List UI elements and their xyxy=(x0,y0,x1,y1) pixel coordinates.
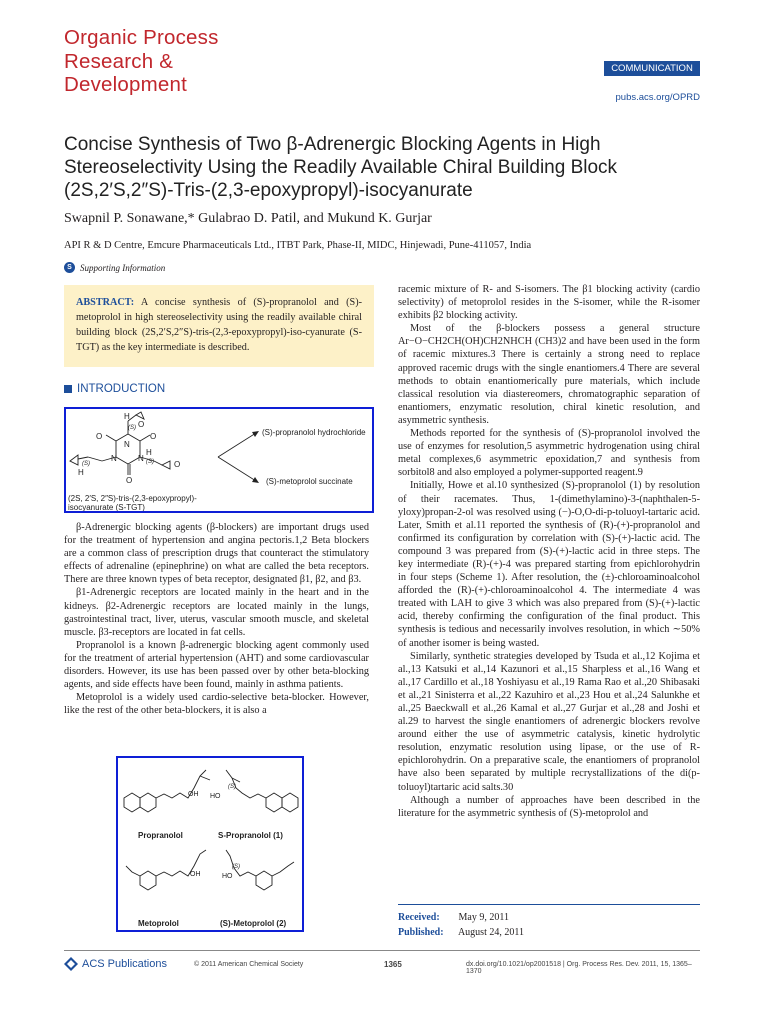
stgt-caption-line2: isocyanurate (S-TGT) xyxy=(68,503,145,511)
journal-name-line1: Organic Process xyxy=(64,26,219,49)
paragraph: Most of the β-blockers possess a general structure Ar−O−CH2CH(OH)CH2NHCH (CH3)2 and have been used in the form of racemic mixtures.3 There is certainly a strong need to replace approved racemic drugs with the single enantiomers.4 There are several methods to obtain enantiomerically pure materials, which include classical resolution via diastereomers, chromatographic separation of enantiomers, enzymatic resolution, chiral kinetic resolution, and asymmetric synthesis. xyxy=(398,323,700,426)
stereo-label: (S) xyxy=(228,784,236,790)
atom-o-left: O xyxy=(96,432,103,441)
published-value: August 24, 2011 xyxy=(457,927,524,938)
atom-o-bottom: O xyxy=(126,476,133,485)
acs-logo-icon xyxy=(64,957,78,971)
oh-label: OH xyxy=(190,871,201,878)
abstract-label: ABSTRACT: xyxy=(76,297,135,308)
section-heading-label: INTRODUCTION xyxy=(77,383,166,395)
abstract-box xyxy=(64,285,374,367)
received-label: Received: xyxy=(398,912,440,923)
product-propranolol-label: (S)-propranolol hydrochloride xyxy=(262,428,366,437)
atom-h-right: H xyxy=(146,448,152,457)
stgt-caption-line1: (2S, 2′S, 2″S)-tris-(2,3-epoxypropyl)- xyxy=(68,494,197,503)
atom-n-right: N xyxy=(138,454,144,463)
article-dates xyxy=(398,904,700,940)
supporting-info-link[interactable] xyxy=(64,262,165,273)
paragraph: Although a number of approaches have been described in the literature for the asymmetric synthesis of (S)-metoprolol and xyxy=(398,794,700,819)
paragraph: Similarly, synthetic strategies developed by Tsuda et al.,12 Kojima et al.,13 Katsuki et al.,14 Kazunori et al.,15 Sharpless et al.,16 Wang et al.,17 Cardillo et al.,18 Yoshiyasu et al.,19 Rama Rao et al.,20 Shibasaki et al.,21 Sinisterra et al.,22 Kazuhiro et al.,23 Hou et al.,24 Salunkhe et al.,25 Baeckwall et al.,26 Kamal et al.,27 Gurjar et al.,28 and Joshi et al.29 to harvest the single enantiomers of adrenergic blockers revolve around either the use of asymmetric catalysis, kinetic hydrolytic resolution, enzymatic resolution using lipase, or the use of R-epichlorohydrin. On a preparative scale, the enantiomers of propranolol have also been separated by multiple recrystallizations of the di(p-toluoyl)tartaric acid salts.30 xyxy=(398,650,700,793)
atom-o-right: O xyxy=(150,432,157,441)
s-propranolol-label: S-Propranolol (1) xyxy=(218,831,283,840)
atom-h-top: H xyxy=(124,412,130,421)
published-label: Published: xyxy=(398,927,444,938)
abstract-text: A concise synthesis of (S)-propranolol and (S)-metoprolol in high stereoselectivity using the readily available chiral building block (2S,2′S,2″S)-tris-(2,3-epoxypropyl)-iso-cyanurate (S-TGT) as the key intermediate is described. xyxy=(76,297,362,353)
published-date-row xyxy=(398,925,700,940)
journal-name xyxy=(64,26,304,97)
page-number: 1365 xyxy=(384,960,402,969)
right-column-text xyxy=(398,283,700,820)
paragraph: Initially, Howe et al.10 synthesized (S)-propranolol (1) by resolution of their racemates. Thus, 1-(dimethylamino)-3-(naphthalen-5-yloxy)propan-2-ol was resolved using (−)-O,O-di-p-toluoyl-tartaric acid. Later, Smith et al.11 reported the synthesis of (R)-(+)-propranolol and confirmed its configuration by correlation with (S)-(+)-lactic acid. The compound 3 was prepared from (S)-(+)-lactic acid in three steps. The key intermediate (R)-(+)-4 was prepared starting from epichlorohydrin in four steps (Scheme 1). After resolution, the (±)-chloroaminoalcohol afforded the (R)-(+)-chloroaminoalcohol 4. The intermediate 4 was treated with LAH to give 3 which was also prepared from (S)-(+)-lactic acid, thereby confirming the configuration of the final product. This synthesis is tedious and necessarily involves resolution, in which ∼50% of another isomer is being wasted. xyxy=(398,480,700,649)
supporting-info-icon: S xyxy=(64,262,75,273)
paragraph: β-Adrenergic blocking agents (β-blockers) are important drugs used for the treatment of hypertension and angina pectoris.1,2 Beta blockers are a common class of prescription drugs that counteract the stimulatory effects of adrenaline (epinephrine) on what are called the beta receptors. There are three known types of beta receptor, designated β1, β2, and β3. xyxy=(64,522,369,586)
journal-name-line3: Development xyxy=(64,73,187,96)
beta-blocker-drawings xyxy=(118,758,302,930)
author-list: Swapnil P. Sonawane,* Gulabrao D. Patil, and Mukund K. Gurjar xyxy=(64,211,432,226)
paragraph: Metoprolol is a widely used cardio-selective beta-blocker. However, like the rest of the other beta-blockers, it is also a xyxy=(64,692,369,717)
paragraph: β1-Adrenergic receptors are located mainly in the heart and in the kidneys. β2-Adrenergic receptors are located mainly in the lungs, gastrointestinal tract, liver, uterus, vascular smooth muscle, and skeletal muscle. β3-receptors are located in fat cells. xyxy=(64,587,369,638)
acs-publications-logo xyxy=(64,957,167,971)
paragraph: Propranolol is a known β-adrenergic blocking agent commonly used for the treatment of arterial hypertension (AHT) and some cardiovascular disorders. However, its use has been passed over by other beta-blocking agents, and side effects have been found, mainly in asthma patients. xyxy=(64,639,369,691)
ho-label: HO xyxy=(210,793,221,800)
s-metoprolol-label: (S)-Metoprolol (2) xyxy=(220,919,287,928)
metoprolol-label: Metoprolol xyxy=(138,919,179,928)
paragraph: Methods reported for the synthesis of (S)-propranolol involved the use of enzymes for resolution,5 asymmetric hydrogenation using chiral metal complexes,6 asymmetric epoxidation,7 and synthesis from sorbitol8 and also employed a polymer-supported reagent.9 xyxy=(398,428,700,479)
journal-url-link[interactable]: pubs.acs.org/OPRD xyxy=(615,92,700,103)
stereo-label: (S) xyxy=(232,864,240,870)
oh-label: OH xyxy=(188,791,199,798)
received-date-row xyxy=(398,910,700,925)
affiliation: API R & D Centre, Emcure Pharmaceuticals Ltd., ITBT Park, Phase-II, MIDC, Hinjewadi, Pune-411057, India xyxy=(64,240,532,251)
ho-label: HO xyxy=(222,873,233,880)
doi-citation-link[interactable]: dx.doi.org/10.1021/op2001518 | Org. Process Res. Dev. 2011, 15, 1365–1370 xyxy=(466,961,692,975)
paragraph: racemic mixture of R- and S-isomers. The β1 blocking activity (cardio selectivity) of metoprolol resides in the S-isomer, while the R-isomer exhibits β2 blocking activity. xyxy=(398,284,700,322)
section-heading-introduction xyxy=(64,383,165,395)
atom-h-left: H xyxy=(78,468,84,477)
stereo-label-right: (S) xyxy=(146,459,154,465)
atom-n-top: N xyxy=(124,440,130,449)
atom-o-top: O xyxy=(138,420,145,429)
propranolol-label: Propranolol xyxy=(138,831,183,840)
received-value: May 9, 2011 xyxy=(458,912,509,923)
journal-name-line2: Research & xyxy=(64,49,174,73)
stereo-label-left: (S) xyxy=(82,461,90,467)
article-type-badge: COMMUNICATION xyxy=(604,61,700,76)
section-marker-icon xyxy=(64,385,72,393)
stgt-structure-drawing xyxy=(66,409,372,511)
atom-o-epoxide: O xyxy=(174,460,181,469)
figure-beta-blocker-structures xyxy=(116,756,304,932)
publisher-name: ACS Publications xyxy=(82,958,167,970)
left-column-text xyxy=(64,521,369,717)
supporting-info-label: Supporting Information xyxy=(80,262,166,273)
product-metoprolol-label: (S)-metoprolol succinate xyxy=(266,477,353,486)
copyright-notice: © 2011 American Chemical Society xyxy=(194,961,304,968)
stereo-label-top: (S) xyxy=(128,425,136,431)
figure-stgt-scheme xyxy=(64,407,374,513)
article-title: Concise Synthesis of Two β-Adrenergic Blocking Agents in High Stereoselectivity Using the Readily Available Chiral Building Block (2S,2′S,2″S)-Tris-(2,3-epoxypropyl)-isocyanurate xyxy=(64,134,618,201)
page-footer xyxy=(64,950,700,974)
atom-n-left: N xyxy=(111,454,117,463)
